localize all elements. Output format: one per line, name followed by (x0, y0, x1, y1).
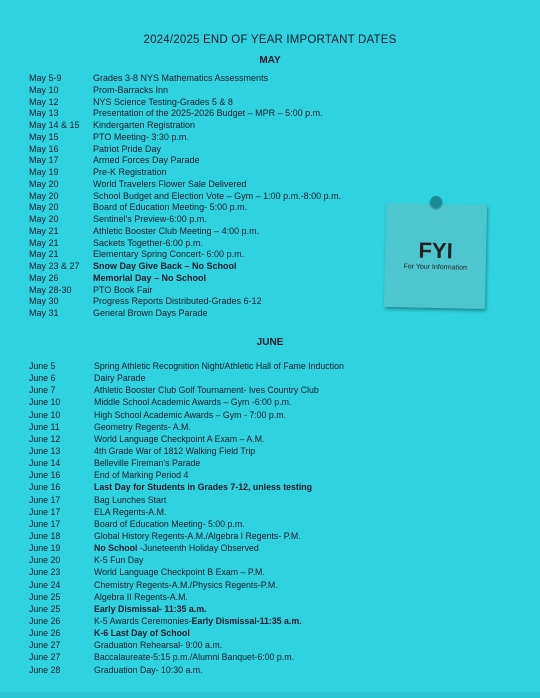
event-description: Algebra II Regents-A.M. (94, 591, 188, 602)
june-event-row (29, 603, 344, 615)
event-date: June 10 (29, 397, 61, 408)
event-date: June 27 (29, 652, 61, 663)
event-description: Athletic Booster Club Golf Tournament- Ives Country Club (94, 385, 319, 396)
june-event-row (29, 615, 344, 627)
june-event-row (29, 494, 344, 506)
event-date: May 13 (29, 108, 59, 119)
event-description: Progress Reports Distributed-Grades 6-12 (93, 296, 262, 307)
june-event-row (29, 591, 344, 603)
june-event-row (29, 445, 344, 457)
may-event-row (29, 179, 341, 191)
event-date: May 23 & 27 (29, 261, 80, 271)
june-event-row (29, 518, 344, 530)
fyi-subheading: For Your Information (403, 263, 468, 272)
event-description: K-5 Fun Day (94, 555, 144, 566)
may-event-row (29, 308, 341, 320)
may-event-row (29, 73, 341, 85)
event-date: May 12 (29, 96, 59, 107)
june-event-row (29, 506, 344, 518)
event-date: June 23 (29, 567, 61, 578)
event-description-emphasis: Early Dismissal-11:35 a.m. (191, 615, 302, 626)
june-event-row (29, 384, 344, 396)
event-date: May 5-9 (29, 73, 62, 83)
event-description: Board of Education Meeting- 5:00 p.m. (93, 202, 248, 213)
event-date: June 11 (29, 421, 60, 432)
may-event-row (29, 155, 341, 167)
event-date: June 19 (29, 543, 61, 554)
event-description: PTO Book Fair (93, 284, 153, 295)
may-event-row (29, 167, 341, 179)
may-event-row (29, 191, 341, 203)
event-description: Graduation Rehearsal- 9:00 a.m. (94, 640, 223, 651)
event-date: May 20 (29, 178, 59, 189)
event-description: Grades 3-8 NYS Mathematics Assessments (93, 73, 269, 83)
may-event-row (29, 108, 341, 120)
event-date: May 20 (29, 214, 59, 224)
event-description (94, 615, 302, 627)
event-description: Dairy Parade (94, 373, 146, 384)
may-event-row (29, 120, 341, 132)
june-event-row (29, 639, 344, 651)
may-events-list (29, 73, 341, 320)
event-description: K-6 Last Day of School (94, 628, 190, 639)
event-description: Chemistry Regents-A.M./Physics Regents-P.M. (94, 579, 278, 590)
event-description: Patriot Pride Day (93, 143, 162, 154)
event-description: Kindergarten Registration (93, 120, 196, 130)
event-description: Last Day for Students in Grades 7-12, unless testing (94, 482, 313, 493)
may-event-row (29, 238, 341, 250)
event-date: June 16 (29, 470, 61, 481)
june-event-row (29, 396, 344, 408)
event-date: June 12 (29, 433, 61, 444)
june-event-row (29, 409, 344, 421)
event-description: Graduation Day- 10:30 a.m. (94, 664, 203, 675)
event-description: Sackets Together-6:00 p.m. (93, 237, 203, 248)
june-event-row (29, 664, 344, 676)
june-event-row (29, 433, 344, 445)
event-description: Presentation of the 2025-2026 Budget – MPR – 5:00 p.m. (93, 108, 323, 119)
event-date: May 10 (29, 84, 59, 95)
event-description: School Budget and Election Vote – Gym – 1:00 p.m.-8:00 p.m. (93, 190, 342, 201)
event-date: May 15 (29, 131, 59, 142)
event-description: Middle School Academic Awards – Gym -6:00 p.m. (94, 397, 292, 408)
event-date: June 13 (29, 445, 61, 456)
event-date: May 31 (29, 308, 59, 318)
event-description: Baccalaureate-5:15 p.m./Alumni Banquet-6:00 p.m. (94, 652, 294, 663)
event-description: World Language Checkpoint A Exam – A.M. (94, 433, 265, 444)
may-event-row (29, 85, 341, 97)
event-description: Snow Day Give Back – No School (93, 261, 237, 271)
event-description-rest: K-5 Awards Ceremonies- (94, 615, 192, 626)
event-description: Bag Lunches Start (94, 494, 167, 505)
event-description: Pre-K Registration (93, 167, 167, 177)
may-event-row (29, 296, 341, 308)
bottom-strip (0, 692, 540, 698)
event-description: Elementary Spring Concert- 6:00 p.m. (93, 249, 245, 260)
event-description: World Language Checkpoint B Exam – P.M. (94, 567, 265, 578)
june-event-row (29, 372, 344, 384)
event-date: May 21 (29, 249, 59, 260)
event-description: General Brown Days Parade (93, 308, 208, 318)
may-event-row (29, 285, 341, 297)
event-date: June 10 (29, 409, 61, 420)
may-event-row (29, 132, 341, 144)
event-description: Global History Regents-A.M./Algebra I Regents- P.M. (94, 530, 301, 541)
fyi-heading: FYI (418, 237, 453, 264)
event-date: May 26 (29, 272, 59, 283)
page-title: 2024/2025 END OF YEAR IMPORTANT DATES (143, 34, 397, 46)
may-event-row (29, 97, 341, 109)
event-date: June 25 (29, 591, 61, 602)
may-event-row (29, 202, 341, 214)
event-date: June 14 (29, 458, 61, 469)
event-date: June 5 (29, 361, 56, 371)
event-description: Belleville Fireman's Parade (94, 458, 201, 469)
event-description: Sentinel's Preview-6:00 p.m. (93, 214, 207, 224)
may-event-row (29, 261, 341, 273)
event-description: Memorial Day – No School (93, 272, 207, 283)
event-description: 4th Grade War of 1812 Walking Field Trip (94, 445, 256, 456)
event-date: May 21 (29, 237, 59, 248)
june-events-list (29, 360, 344, 676)
event-description: Board of Education Meeting- 5:00 p.m. (94, 518, 245, 529)
event-date: May 20 (29, 190, 59, 201)
event-date: May 21 (29, 225, 59, 236)
june-event-row (29, 360, 344, 372)
event-description: Spring Athletic Recognition Night/Athletic Hall of Fame Induction (94, 361, 344, 371)
june-event-row (29, 542, 344, 554)
june-event-row (29, 627, 344, 639)
event-description: Athletic Booster Club Meeting – 4:00 p.m. (93, 225, 260, 236)
may-event-row (29, 273, 341, 285)
event-description: NYS Science Testing-Grades 5 & 8 (93, 96, 233, 107)
event-date: June 20 (29, 555, 61, 566)
event-description: Armed Forces Day Parade (93, 155, 200, 166)
event-date: June 24 (29, 579, 61, 590)
event-description: Geometry Regents- A.M. (94, 421, 191, 432)
event-date: June 28 (29, 664, 61, 675)
event-date: May 20 (29, 202, 59, 213)
event-description: PTO Meeting- 3:30 p.m. (93, 131, 189, 142)
event-date: May 30 (29, 296, 59, 307)
fyi-sticky-note (384, 203, 487, 309)
event-date: May 16 (29, 143, 59, 154)
event-description: Early Dismissal- 11:35 a.m. (94, 603, 207, 614)
event-date: June 18 (29, 530, 61, 541)
event-date: May 19 (29, 167, 59, 177)
event-date: May 17 (29, 155, 59, 166)
event-description: ELA Regents-A.M. (94, 506, 167, 517)
event-description-emphasis: No School (94, 543, 138, 554)
event-date: June 17 (29, 518, 61, 529)
june-event-row (29, 554, 344, 566)
event-date: June 17 (29, 506, 61, 517)
event-date: June 26 (29, 615, 61, 626)
june-event-row (29, 566, 344, 578)
event-description: World Travelers Flower Sale Delivered (93, 178, 247, 189)
june-event-row (29, 530, 344, 542)
event-description (94, 542, 259, 554)
event-date: June 26 (29, 628, 61, 639)
may-heading: MAY (259, 55, 281, 66)
may-event-row (29, 249, 341, 261)
event-date: June 25 (29, 603, 61, 614)
event-date: May 28-30 (29, 284, 72, 295)
may-event-row (29, 226, 341, 238)
june-event-row (29, 421, 344, 433)
may-event-row (29, 214, 341, 226)
may-event-row (29, 144, 341, 156)
june-event-row (29, 579, 344, 591)
event-date: June 7 (29, 385, 56, 396)
june-event-row (29, 481, 344, 493)
event-description: Prom-Barracks Inn (93, 84, 169, 95)
june-heading: JUNE (256, 337, 284, 348)
event-description-rest: -Juneteenth Holiday Observed (137, 543, 259, 554)
event-description: High School Academic Awards – Gym - 7:00 p.m. (94, 409, 286, 420)
event-date: June 16 (29, 482, 61, 493)
event-description: End of Marking Period 4 (94, 470, 189, 481)
june-event-row (29, 651, 344, 663)
event-date: June 17 (29, 494, 61, 505)
event-date: June 27 (29, 640, 61, 651)
june-event-row (29, 469, 344, 481)
event-date: May 14 & 15 (29, 120, 80, 130)
june-event-row (29, 457, 344, 469)
event-date: June 6 (29, 373, 56, 384)
pushpin-icon (430, 196, 442, 208)
